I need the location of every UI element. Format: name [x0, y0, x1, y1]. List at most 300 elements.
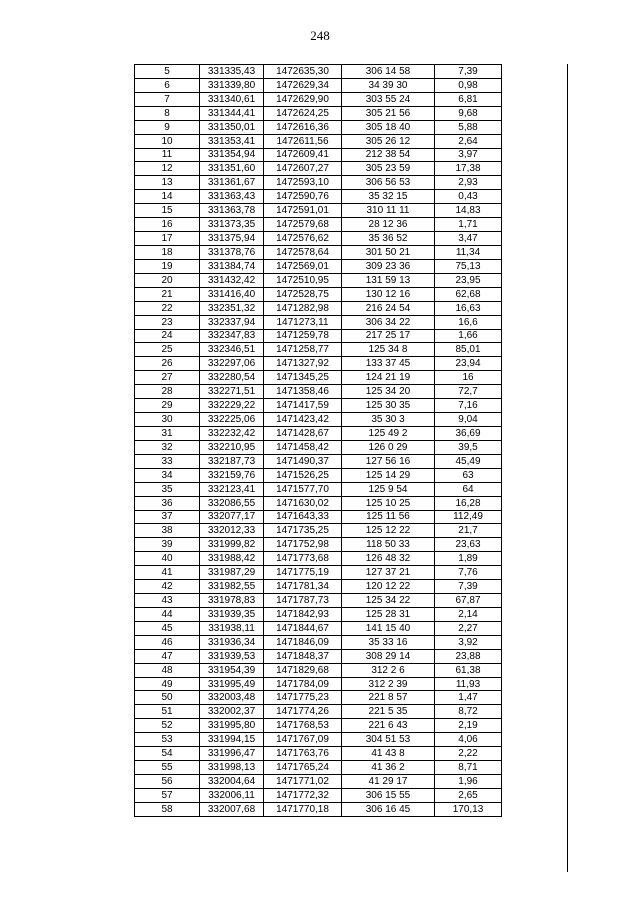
x-coordinate-cell: 332232,42 — [200, 426, 264, 440]
bearing-cell: 125 34 22 — [342, 594, 435, 608]
table-row — [135, 663, 502, 677]
bearing-cell: 35 36 52 — [342, 232, 435, 246]
x-coordinate-cell: 331353,41 — [200, 134, 264, 148]
x-coordinate-cell: 331363,78 — [200, 204, 264, 218]
point-number-cell: 20 — [135, 273, 200, 287]
point-number-cell: 15 — [135, 204, 200, 218]
bearing-cell: 125 28 31 — [342, 607, 435, 621]
distance-cell: 16 — [435, 371, 502, 385]
distance-cell: 3,97 — [435, 148, 502, 162]
distance-cell: 0,43 — [435, 190, 502, 204]
distance-cell: 23,63 — [435, 538, 502, 552]
point-number-cell: 19 — [135, 259, 200, 273]
point-number-cell: 49 — [135, 677, 200, 691]
table-row — [135, 649, 502, 663]
distance-cell: 62,68 — [435, 287, 502, 301]
distance-cell: 1,89 — [435, 552, 502, 566]
distance-cell: 61,38 — [435, 663, 502, 677]
x-coordinate-cell: 331416,40 — [200, 287, 264, 301]
y-coordinate-cell: 1471775,19 — [264, 566, 342, 580]
y-coordinate-cell: 1472611,56 — [264, 134, 342, 148]
bearing-cell: 131 59 13 — [342, 273, 435, 287]
bearing-cell: 303 55 24 — [342, 92, 435, 106]
point-number-cell: 36 — [135, 496, 200, 510]
x-coordinate-cell: 332347,83 — [200, 329, 264, 343]
table-row — [135, 385, 502, 399]
page-number: 248 — [310, 28, 330, 43]
point-number-cell: 35 — [135, 482, 200, 496]
x-coordinate-cell: 331335,43 — [200, 65, 264, 79]
bearing-cell: 304 51 53 — [342, 733, 435, 747]
coordinates-table — [134, 64, 502, 817]
bearing-cell: 125 34 20 — [342, 385, 435, 399]
table-row — [135, 357, 502, 371]
y-coordinate-cell: 1471282,98 — [264, 301, 342, 315]
point-number-cell: 53 — [135, 733, 200, 747]
x-coordinate-cell: 331995,80 — [200, 719, 264, 733]
distance-cell: 7,39 — [435, 65, 502, 79]
bearing-cell: 306 56 53 — [342, 176, 435, 190]
y-coordinate-cell: 1471848,37 — [264, 649, 342, 663]
y-coordinate-cell: 1471775,23 — [264, 691, 342, 705]
x-coordinate-cell: 331354,94 — [200, 148, 264, 162]
x-coordinate-cell: 331373,35 — [200, 218, 264, 232]
point-number-cell: 5 — [135, 65, 200, 79]
table-row — [135, 621, 502, 635]
x-coordinate-cell: 331351,60 — [200, 162, 264, 176]
x-coordinate-cell: 332006,11 — [200, 788, 264, 802]
point-number-cell: 40 — [135, 552, 200, 566]
table-row — [135, 232, 502, 246]
x-coordinate-cell: 331982,55 — [200, 580, 264, 594]
table-row — [135, 691, 502, 705]
y-coordinate-cell: 1472635,30 — [264, 65, 342, 79]
y-coordinate-cell: 1471787,73 — [264, 594, 342, 608]
point-number-cell: 14 — [135, 190, 200, 204]
bearing-cell: 221 8 57 — [342, 691, 435, 705]
distance-cell: 8,71 — [435, 761, 502, 775]
x-coordinate-cell: 331996,47 — [200, 747, 264, 761]
x-coordinate-cell: 332086,55 — [200, 496, 264, 510]
y-coordinate-cell: 1471458,42 — [264, 440, 342, 454]
y-coordinate-cell: 1471768,53 — [264, 719, 342, 733]
point-number-cell: 37 — [135, 510, 200, 524]
bearing-cell: 312 2 39 — [342, 677, 435, 691]
point-number-cell: 10 — [135, 134, 200, 148]
x-coordinate-cell: 332187,73 — [200, 454, 264, 468]
y-coordinate-cell: 1471829,68 — [264, 663, 342, 677]
point-number-cell: 58 — [135, 802, 200, 816]
y-coordinate-cell: 1471490,37 — [264, 454, 342, 468]
y-coordinate-cell: 1471844,67 — [264, 621, 342, 635]
x-coordinate-cell: 332004,64 — [200, 775, 264, 789]
point-number-cell: 43 — [135, 594, 200, 608]
point-number-cell: 50 — [135, 691, 200, 705]
distance-cell: 4,06 — [435, 733, 502, 747]
point-number-cell: 28 — [135, 385, 200, 399]
bearing-cell: 41 43 8 — [342, 747, 435, 761]
bearing-cell: 126 0 29 — [342, 440, 435, 454]
bearing-cell: 310 11 11 — [342, 204, 435, 218]
y-coordinate-cell: 1472629,90 — [264, 92, 342, 106]
distance-cell: 2,27 — [435, 621, 502, 635]
bearing-cell: 126 48 32 — [342, 552, 435, 566]
x-coordinate-cell: 331432,42 — [200, 273, 264, 287]
distance-cell: 7,39 — [435, 580, 502, 594]
distance-cell: 64 — [435, 482, 502, 496]
y-coordinate-cell: 1471258,77 — [264, 343, 342, 357]
point-number-cell: 47 — [135, 649, 200, 663]
bearing-cell: 216 24 54 — [342, 301, 435, 315]
bearing-cell: 306 15 55 — [342, 788, 435, 802]
point-number-cell: 8 — [135, 106, 200, 120]
bearing-cell: 221 5 35 — [342, 705, 435, 719]
point-number-cell: 34 — [135, 468, 200, 482]
y-coordinate-cell: 1472578,64 — [264, 245, 342, 259]
x-coordinate-cell: 331344,41 — [200, 106, 264, 120]
table-row — [135, 802, 502, 816]
distance-cell: 45,49 — [435, 454, 502, 468]
point-number-cell: 6 — [135, 78, 200, 92]
point-number-cell: 56 — [135, 775, 200, 789]
bearing-cell: 125 12 22 — [342, 524, 435, 538]
y-coordinate-cell: 1472607,27 — [264, 162, 342, 176]
bearing-cell: 125 9 54 — [342, 482, 435, 496]
distance-cell: 170,13 — [435, 802, 502, 816]
table-row — [135, 747, 502, 761]
bearing-cell: 125 34 8 — [342, 343, 435, 357]
point-number-cell: 33 — [135, 454, 200, 468]
point-number-cell: 31 — [135, 426, 200, 440]
table-row — [135, 120, 502, 134]
distance-cell: 7,76 — [435, 566, 502, 580]
distance-cell: 16,6 — [435, 315, 502, 329]
point-number-cell: 21 — [135, 287, 200, 301]
bearing-cell: 41 36 2 — [342, 761, 435, 775]
distance-cell: 1,47 — [435, 691, 502, 705]
y-coordinate-cell: 1472528,75 — [264, 287, 342, 301]
bearing-cell: 305 21 56 — [342, 106, 435, 120]
table-row — [135, 440, 502, 454]
bearing-cell: 35 33 16 — [342, 635, 435, 649]
table-row — [135, 677, 502, 691]
distance-cell: 1,96 — [435, 775, 502, 789]
y-coordinate-cell: 1471345,25 — [264, 371, 342, 385]
y-coordinate-cell: 1472616,36 — [264, 120, 342, 134]
x-coordinate-cell: 332351,32 — [200, 301, 264, 315]
bearing-cell: 301 50 21 — [342, 245, 435, 259]
table-row — [135, 399, 502, 413]
distance-cell: 11,34 — [435, 245, 502, 259]
point-number-cell: 17 — [135, 232, 200, 246]
x-coordinate-cell: 332210,95 — [200, 440, 264, 454]
y-coordinate-cell: 1471770,18 — [264, 802, 342, 816]
distance-cell: 7,16 — [435, 399, 502, 413]
table-row — [135, 329, 502, 343]
point-number-cell: 11 — [135, 148, 200, 162]
y-coordinate-cell: 1472590,76 — [264, 190, 342, 204]
point-number-cell: 24 — [135, 329, 200, 343]
table-row — [135, 65, 502, 79]
table-row — [135, 371, 502, 385]
point-number-cell: 45 — [135, 621, 200, 635]
y-coordinate-cell: 1471767,09 — [264, 733, 342, 747]
x-coordinate-cell: 331978,83 — [200, 594, 264, 608]
point-number-cell: 32 — [135, 440, 200, 454]
bearing-cell: 141 15 40 — [342, 621, 435, 635]
x-coordinate-cell: 331938,11 — [200, 621, 264, 635]
table-row — [135, 218, 502, 232]
distance-cell: 2,64 — [435, 134, 502, 148]
y-coordinate-cell: 1471327,92 — [264, 357, 342, 371]
table-row — [135, 524, 502, 538]
x-coordinate-cell: 332003,48 — [200, 691, 264, 705]
x-coordinate-cell: 331998,13 — [200, 761, 264, 775]
table-row — [135, 482, 502, 496]
point-number-cell: 29 — [135, 399, 200, 413]
bearing-cell: 28 12 36 — [342, 218, 435, 232]
point-number-cell: 42 — [135, 580, 200, 594]
bearing-cell: 305 23 59 — [342, 162, 435, 176]
y-coordinate-cell: 1471273,11 — [264, 315, 342, 329]
y-coordinate-cell: 1471765,24 — [264, 761, 342, 775]
y-coordinate-cell: 1471752,98 — [264, 538, 342, 552]
table-row — [135, 705, 502, 719]
point-number-cell: 55 — [135, 761, 200, 775]
x-coordinate-cell: 331340,61 — [200, 92, 264, 106]
bearing-cell: 120 12 22 — [342, 580, 435, 594]
table-row — [135, 301, 502, 315]
x-coordinate-cell: 331939,53 — [200, 649, 264, 663]
bearing-cell: 309 23 36 — [342, 259, 435, 273]
x-coordinate-cell: 331361,67 — [200, 176, 264, 190]
point-number-cell: 25 — [135, 343, 200, 357]
table-row — [135, 719, 502, 733]
bearing-cell: 212 38 54 — [342, 148, 435, 162]
x-coordinate-cell: 331994,15 — [200, 733, 264, 747]
distance-cell: 23,94 — [435, 357, 502, 371]
table-row — [135, 176, 502, 190]
x-coordinate-cell: 332280,54 — [200, 371, 264, 385]
x-coordinate-cell: 331350,01 — [200, 120, 264, 134]
y-coordinate-cell: 1472576,62 — [264, 232, 342, 246]
x-coordinate-cell: 331987,29 — [200, 566, 264, 580]
bearing-cell: 125 10 25 — [342, 496, 435, 510]
distance-cell: 75,13 — [435, 259, 502, 273]
y-coordinate-cell: 1471842,93 — [264, 607, 342, 621]
x-coordinate-cell: 331384,74 — [200, 259, 264, 273]
bearing-cell: 125 11 56 — [342, 510, 435, 524]
table-row — [135, 552, 502, 566]
table-row — [135, 413, 502, 427]
table-row — [135, 761, 502, 775]
x-coordinate-cell: 332012,33 — [200, 524, 264, 538]
bearing-cell: 306 34 22 — [342, 315, 435, 329]
table-row — [135, 92, 502, 106]
distance-cell: 5,88 — [435, 120, 502, 134]
table-row — [135, 607, 502, 621]
y-coordinate-cell: 1471417,59 — [264, 399, 342, 413]
point-number-cell: 44 — [135, 607, 200, 621]
y-coordinate-cell: 1472609,41 — [264, 148, 342, 162]
bearing-cell: 312 2 6 — [342, 663, 435, 677]
y-coordinate-cell: 1471428,67 — [264, 426, 342, 440]
distance-cell: 36,69 — [435, 426, 502, 440]
distance-cell: 21,7 — [435, 524, 502, 538]
table-row — [135, 468, 502, 482]
point-number-cell: 16 — [135, 218, 200, 232]
bearing-cell: 125 14 29 — [342, 468, 435, 482]
distance-cell: 16,63 — [435, 301, 502, 315]
table-row — [135, 635, 502, 649]
x-coordinate-cell: 331339,80 — [200, 78, 264, 92]
table-row — [135, 315, 502, 329]
table-row — [135, 148, 502, 162]
y-coordinate-cell: 1471774,26 — [264, 705, 342, 719]
y-coordinate-cell: 1471773,68 — [264, 552, 342, 566]
table-row — [135, 454, 502, 468]
table-row — [135, 273, 502, 287]
y-coordinate-cell: 1471577,70 — [264, 482, 342, 496]
bearing-cell: 35 32 15 — [342, 190, 435, 204]
distance-cell: 8,72 — [435, 705, 502, 719]
table-row — [135, 510, 502, 524]
point-number-cell: 51 — [135, 705, 200, 719]
point-number-cell: 7 — [135, 92, 200, 106]
x-coordinate-cell: 332229,22 — [200, 399, 264, 413]
y-coordinate-cell: 1471771,02 — [264, 775, 342, 789]
y-coordinate-cell: 1472593,10 — [264, 176, 342, 190]
table-row — [135, 106, 502, 120]
x-coordinate-cell: 332337,94 — [200, 315, 264, 329]
x-coordinate-cell: 332271,51 — [200, 385, 264, 399]
x-coordinate-cell: 331375,94 — [200, 232, 264, 246]
y-coordinate-cell: 1472591,01 — [264, 204, 342, 218]
y-coordinate-cell: 1472569,01 — [264, 259, 342, 273]
y-coordinate-cell: 1471526,25 — [264, 468, 342, 482]
coordinates-table-body — [135, 65, 502, 817]
bearing-cell: 305 18 40 — [342, 120, 435, 134]
x-coordinate-cell: 332225,06 — [200, 413, 264, 427]
table-row — [135, 496, 502, 510]
y-coordinate-cell: 1471259,78 — [264, 329, 342, 343]
table-row — [135, 733, 502, 747]
y-coordinate-cell: 1471735,25 — [264, 524, 342, 538]
distance-cell: 2,93 — [435, 176, 502, 190]
bearing-cell: 221 6 43 — [342, 719, 435, 733]
y-coordinate-cell: 1471763,76 — [264, 747, 342, 761]
table-row — [135, 788, 502, 802]
y-coordinate-cell: 1472510,95 — [264, 273, 342, 287]
distance-cell: 1,66 — [435, 329, 502, 343]
distance-cell: 2,19 — [435, 719, 502, 733]
x-coordinate-cell: 331363,43 — [200, 190, 264, 204]
point-number-cell: 22 — [135, 301, 200, 315]
x-coordinate-cell: 332123,41 — [200, 482, 264, 496]
point-number-cell: 39 — [135, 538, 200, 552]
bearing-cell: 127 56 16 — [342, 454, 435, 468]
table-row — [135, 204, 502, 218]
distance-cell: 9,04 — [435, 413, 502, 427]
point-number-cell: 52 — [135, 719, 200, 733]
x-coordinate-cell: 331939,35 — [200, 607, 264, 621]
bearing-cell: 217 25 17 — [342, 329, 435, 343]
x-coordinate-cell: 332002,37 — [200, 705, 264, 719]
table-row — [135, 134, 502, 148]
y-coordinate-cell: 1471358,46 — [264, 385, 342, 399]
y-coordinate-cell: 1472579,68 — [264, 218, 342, 232]
y-coordinate-cell: 1471772,32 — [264, 788, 342, 802]
distance-cell: 17,38 — [435, 162, 502, 176]
distance-cell: 3,92 — [435, 635, 502, 649]
point-number-cell: 46 — [135, 635, 200, 649]
distance-cell: 67,87 — [435, 594, 502, 608]
table-row — [135, 162, 502, 176]
table-row — [135, 426, 502, 440]
x-coordinate-cell: 331378,76 — [200, 245, 264, 259]
x-coordinate-cell: 332297,06 — [200, 357, 264, 371]
point-number-cell: 9 — [135, 120, 200, 134]
point-number-cell: 12 — [135, 162, 200, 176]
bearing-cell: 34 39 30 — [342, 78, 435, 92]
x-coordinate-cell: 332077,17 — [200, 510, 264, 524]
table-row — [135, 287, 502, 301]
bearing-cell: 124 21 19 — [342, 371, 435, 385]
y-coordinate-cell: 1471781,34 — [264, 580, 342, 594]
x-coordinate-cell: 332159,76 — [200, 468, 264, 482]
table-row — [135, 775, 502, 789]
y-coordinate-cell: 1472624,25 — [264, 106, 342, 120]
distance-cell: 2,22 — [435, 747, 502, 761]
point-number-cell: 41 — [135, 566, 200, 580]
bearing-cell: 125 30 35 — [342, 399, 435, 413]
y-coordinate-cell: 1471643,33 — [264, 510, 342, 524]
point-number-cell: 13 — [135, 176, 200, 190]
distance-cell: 11,93 — [435, 677, 502, 691]
point-number-cell: 23 — [135, 315, 200, 329]
bearing-cell: 305 26 12 — [342, 134, 435, 148]
distance-cell: 16,28 — [435, 496, 502, 510]
table-row — [135, 538, 502, 552]
table-row — [135, 594, 502, 608]
distance-cell: 2,14 — [435, 607, 502, 621]
x-coordinate-cell: 331988,42 — [200, 552, 264, 566]
x-coordinate-cell: 331995,49 — [200, 677, 264, 691]
margin-rule — [567, 64, 568, 872]
x-coordinate-cell: 332346,51 — [200, 343, 264, 357]
distance-cell: 23,88 — [435, 649, 502, 663]
y-coordinate-cell: 1471784,09 — [264, 677, 342, 691]
distance-cell: 0,98 — [435, 78, 502, 92]
distance-cell: 2,65 — [435, 788, 502, 802]
x-coordinate-cell: 331936,34 — [200, 635, 264, 649]
table-row — [135, 259, 502, 273]
bearing-cell: 118 50 33 — [342, 538, 435, 552]
x-coordinate-cell: 332007,68 — [200, 802, 264, 816]
point-number-cell: 48 — [135, 663, 200, 677]
distance-cell: 1,71 — [435, 218, 502, 232]
table-row — [135, 190, 502, 204]
point-number-cell: 38 — [135, 524, 200, 538]
point-number-cell: 18 — [135, 245, 200, 259]
bearing-cell: 127 37 21 — [342, 566, 435, 580]
distance-cell: 6,81 — [435, 92, 502, 106]
point-number-cell: 26 — [135, 357, 200, 371]
x-coordinate-cell: 331999,82 — [200, 538, 264, 552]
table-row — [135, 78, 502, 92]
distance-cell: 9,68 — [435, 106, 502, 120]
distance-cell: 63 — [435, 468, 502, 482]
